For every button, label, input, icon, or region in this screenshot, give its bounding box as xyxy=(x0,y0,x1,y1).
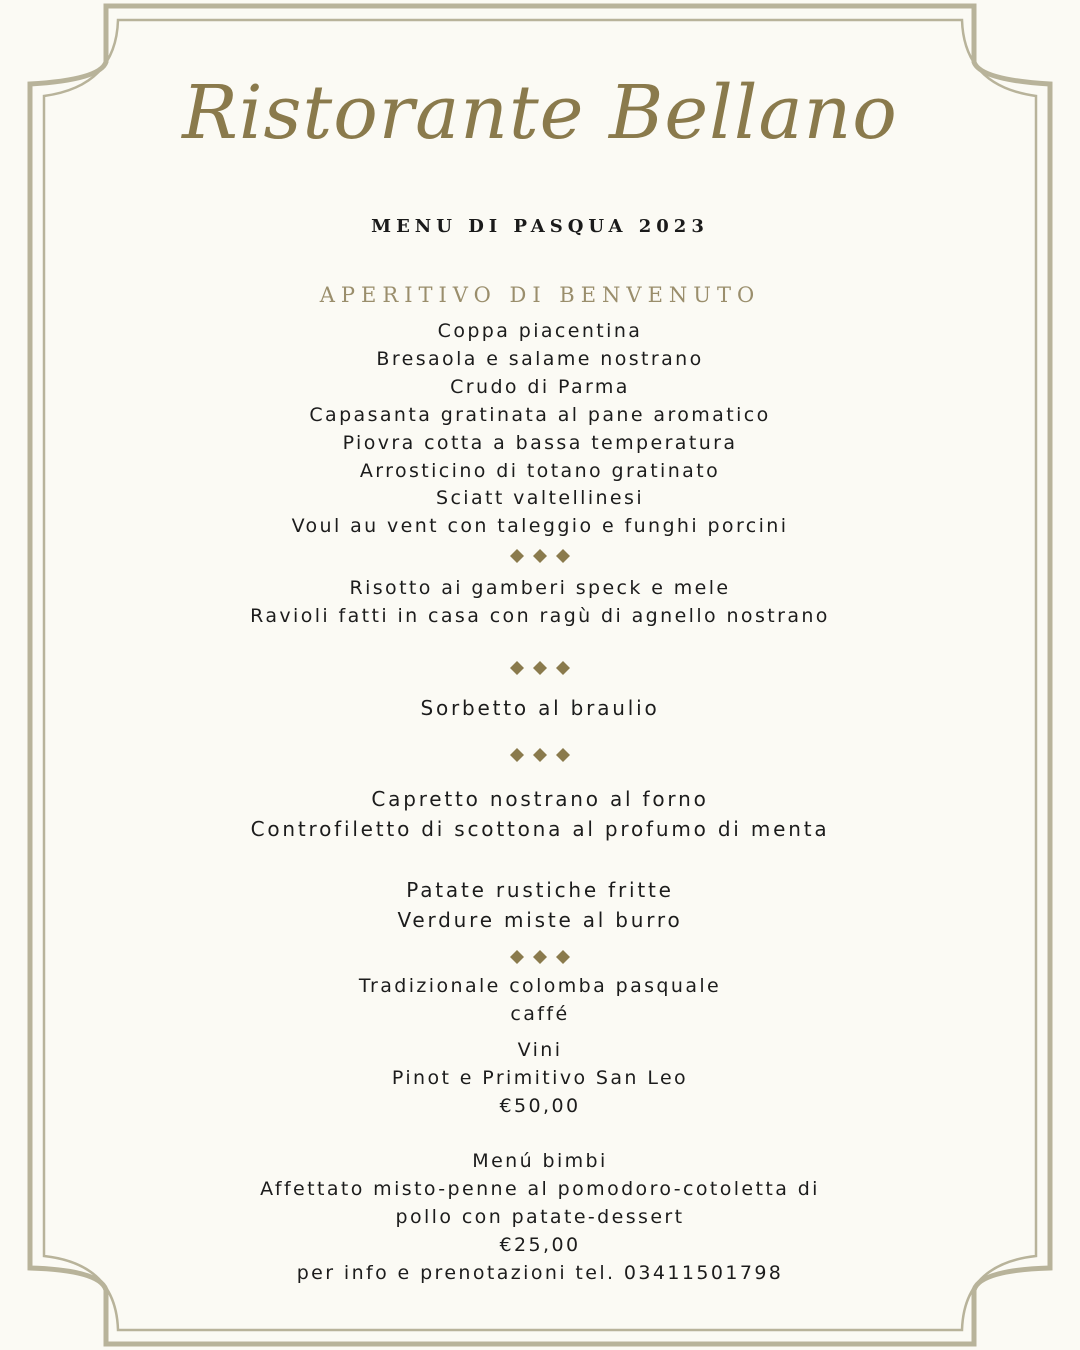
menu-item: Controfiletto di scottona al profumo di menta xyxy=(250,817,830,841)
menu-price: €50,00 xyxy=(499,1095,581,1117)
kids-menu-line: pollo con patate-dessert xyxy=(395,1206,685,1228)
menu-item: Coppa piacentina xyxy=(437,320,643,342)
wine-label: Vini xyxy=(517,1039,563,1061)
menu-item: Patate rustiche fritte xyxy=(406,878,674,902)
menu-item: Piovra cotta a bassa temperatura xyxy=(342,432,738,454)
menu-item: caffé xyxy=(510,1003,570,1025)
three-diamonds-icon xyxy=(0,660,1080,678)
three-diamonds-icon xyxy=(0,548,1080,566)
section-heading-aperitivo: APERITIVO DI BENVENUTO xyxy=(319,283,761,307)
menu-item: Risotto ai gamberi speck e mele xyxy=(349,577,731,599)
wine-name: Pinot e Primitivo San Leo xyxy=(391,1067,689,1089)
menu-item: Crudo di Parma xyxy=(450,376,630,398)
menu-item: Sorbetto al braulio xyxy=(420,696,660,720)
kids-menu-label: Menú bimbi xyxy=(472,1150,608,1172)
three-diamonds-icon xyxy=(0,747,1080,765)
menu-item: Verdure miste al burro xyxy=(397,908,683,932)
contact-info: per info e prenotazioni tel. 03411501798 xyxy=(296,1262,784,1284)
restaurant-name: Ristorante Bellano xyxy=(182,70,898,156)
menu-item: Tradizionale colomba pasquale xyxy=(358,975,722,997)
menu-item: Voul au vent con taleggio e funghi porcini xyxy=(291,515,789,537)
menu-item: Sciatt valtellinesi xyxy=(435,487,645,509)
menu-item: Bresaola e salame nostrano xyxy=(376,348,704,370)
three-diamonds-icon xyxy=(0,949,1080,967)
menu-item: Arrosticino di totano gratinato xyxy=(359,460,721,482)
menu-item: Capretto nostrano al forno xyxy=(371,787,709,811)
menu-title: MENU DI PASQUA 2023 xyxy=(371,216,709,237)
kids-menu-price: €25,00 xyxy=(499,1234,581,1256)
kids-menu-line: Affettato misto-penne al pomodoro-cotoletta di xyxy=(260,1178,820,1200)
menu-item: Ravioli fatti in casa con ragù di agnello nostrano xyxy=(250,605,830,627)
menu-item: Capasanta gratinata al pane aromatico xyxy=(309,404,771,426)
